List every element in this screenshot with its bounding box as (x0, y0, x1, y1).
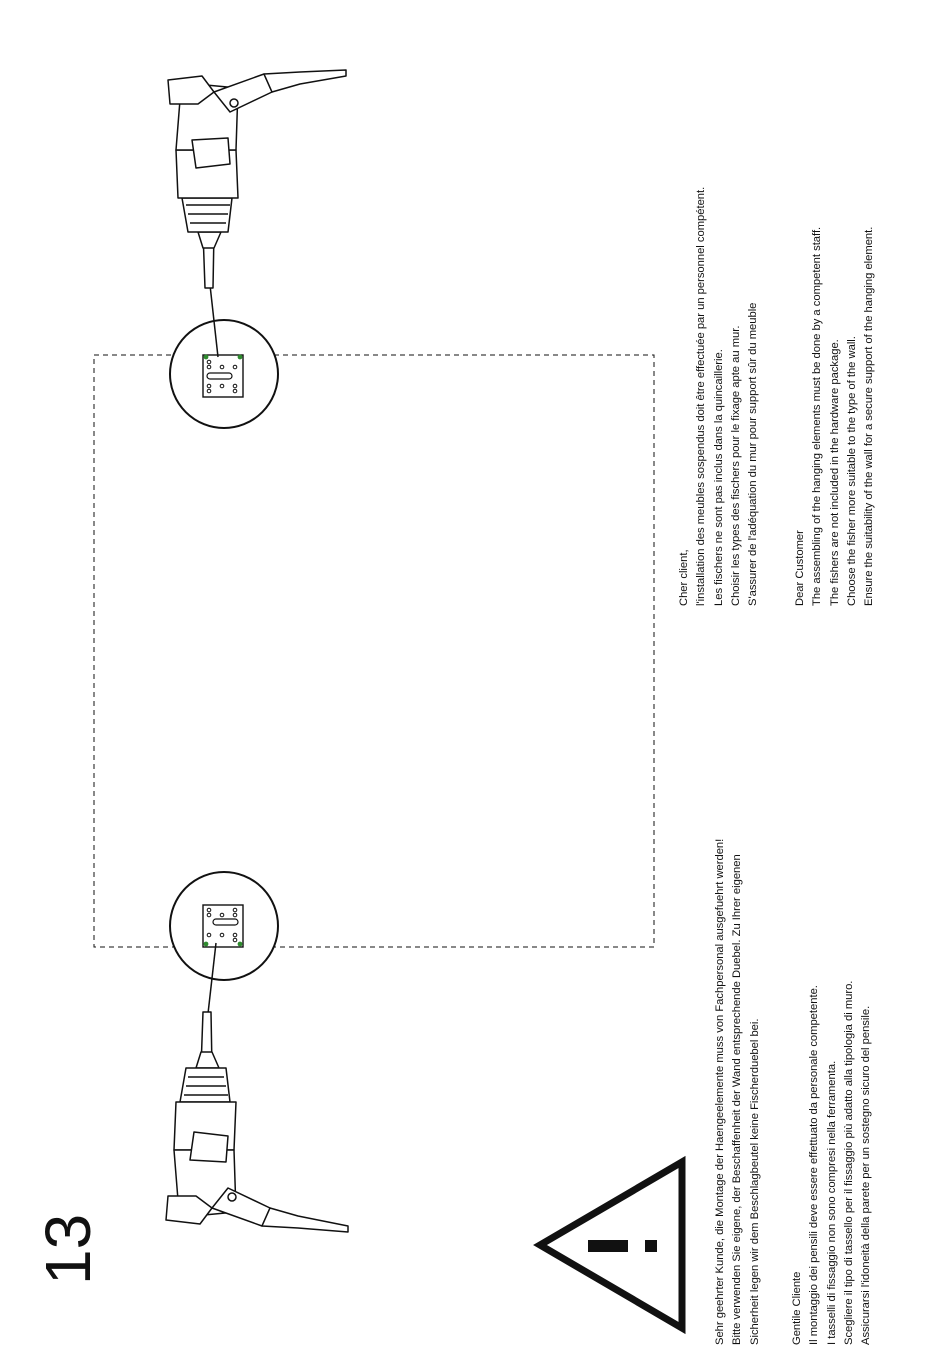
notice-line: Ensure the suitability of the wall for a secure support of the hanging element. (863, 226, 876, 606)
notice-line: Sicherheit legen wir dem Beschlagbeutel keine Fischerduebel bei. (748, 1018, 761, 1345)
notice-line: l'installation des meubles sospendus doit être effectuée par un personnel compétent. (695, 186, 708, 606)
notice-french (676, 187, 762, 606)
notice-line: Cher client, (678, 549, 690, 606)
notice-line: The assembling of the hanging elements must be done by a competent staff. (811, 226, 824, 606)
notice-line: Choisir les types des fischers pour le fixage apte au mur. (729, 325, 742, 606)
notice-line: I tasselli di fissaggio non sono compresi nella ferramenta. (825, 1060, 838, 1345)
notice-line: Bitte verwenden Sie eigene, der Beschaffenheit der Wand entsprechende Duebel. Zu Ihrer eigenen (731, 854, 744, 1345)
wall-cabinet-outline (94, 355, 654, 947)
notice-line: Dear Customer (794, 530, 806, 606)
power-drill-icon (166, 943, 348, 1232)
power-drill-icon (168, 70, 346, 357)
wall-bracket-plate-icon (170, 872, 278, 980)
notice-italian (789, 981, 875, 1345)
notice-line: S'assurer de l'adéquation du mur pour support sûr du meuble (747, 302, 760, 606)
notice-line: Gentile Cliente (791, 1271, 803, 1345)
wall-bracket-plate-icon (170, 320, 278, 428)
notice-line: Il montaggio dei pensili deve essere effettuato da personale competente. (808, 985, 821, 1345)
notice-line: Les fischers ne sont pas inclus dans la quincaillerie. (712, 349, 725, 606)
notice-line: Choose the fisher more suitable to the type of the wall. (845, 336, 858, 606)
notice-line: Sehr geehrter Kunde, die Montage der Haengeelemente muss von Fachpersonal ausgefuehrt werden! (714, 838, 726, 1345)
notice-english (792, 227, 878, 606)
notice-line: Assicurarsi l'idoneità della parete per un sostegno sicuro del pensile. (860, 1005, 873, 1345)
notice-line: The fishers are not included in the hardware package. (828, 339, 841, 606)
warning-triangle-icon (540, 1162, 682, 1328)
notice-german (712, 839, 764, 1345)
notice-line: Scegliere il tipo di tassello per il fissaggio più adatto alla tipologia di muro. (842, 980, 855, 1345)
page-number: 13 (32, 1213, 104, 1285)
